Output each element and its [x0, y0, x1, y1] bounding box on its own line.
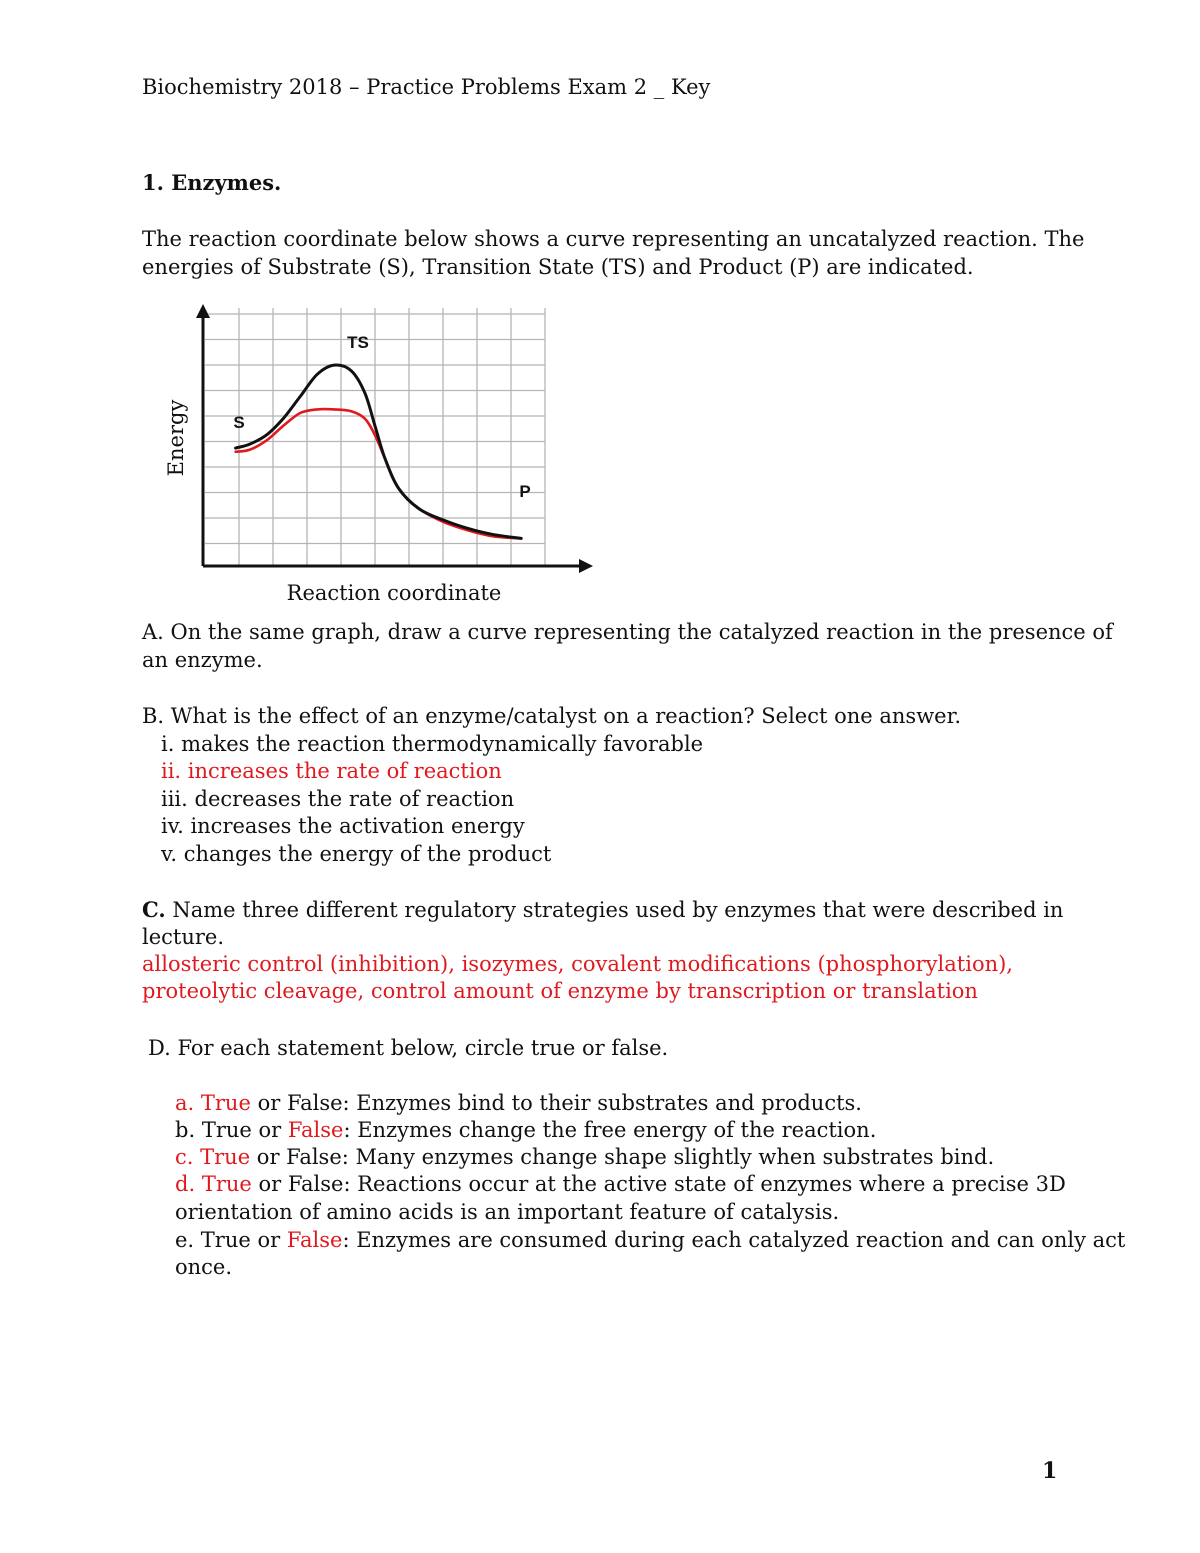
question-c-prompt-line-2: lecture.	[142, 925, 225, 949]
statement-b-or: or	[251, 1118, 288, 1142]
statement-c-true: True	[200, 1145, 251, 1169]
statement-b	[175, 1117, 876, 1144]
annotation-ts: TS	[347, 333, 369, 352]
statement-b-true: True	[201, 1118, 252, 1142]
statement-e-false: False	[286, 1228, 343, 1252]
statement-c-text: : Many enzymes change shape slightly when substrates bind.	[341, 1145, 995, 1169]
section-number: 1.	[142, 170, 164, 195]
statement-d-or: or	[251, 1172, 288, 1196]
statement-d-letter: d.	[175, 1172, 196, 1196]
x-axis-arrowhead	[579, 559, 593, 573]
statement-c-or: or	[250, 1145, 287, 1169]
annotation-p: P	[519, 482, 531, 501]
question-b-option-5: v. changes the energy of the product	[161, 842, 552, 866]
question-d-prompt: D. For each statement below, circle true or false.	[148, 1036, 669, 1060]
y-axis-label: Energy	[164, 399, 188, 477]
section-heading	[142, 169, 281, 196]
statement-a-or: or	[250, 1091, 287, 1115]
statement-e-line-2: once.	[175, 1255, 233, 1279]
intro-line-1: The reaction coordinate below shows a curve representing an uncatalyzed reaction. The	[142, 227, 1085, 251]
question-c-prompt-text: Name three different regulatory strategies used by enzymes that were described in	[165, 898, 1064, 922]
statement-e-or: or	[250, 1228, 287, 1252]
question-b-option-4: iv. increases the activation energy	[161, 814, 525, 838]
statement-b-false: False	[287, 1118, 344, 1142]
statement-e-true: True	[200, 1228, 251, 1252]
page-header: Biochemistry 2018 – Practice Problems Exam 2 _ Key	[142, 75, 711, 99]
question-a-line-2: an enzyme.	[142, 648, 263, 672]
statement-e-text: : Enzymes are consumed during each catalyzed reaction and can only act	[342, 1228, 1126, 1252]
reaction-coordinate-chart	[150, 298, 600, 614]
annotation-s: S	[233, 413, 245, 432]
statement-e-letter: e.	[175, 1228, 195, 1252]
section-title: Enzymes.	[171, 170, 282, 195]
question-c-answer-line-1: allosteric control (inhibition), isozymes, covalent modifications (phosphorylation),	[142, 952, 1013, 976]
statement-a-true: True	[200, 1091, 251, 1115]
statement-d-true: True	[201, 1172, 252, 1196]
statement-a	[175, 1090, 862, 1117]
statement-a-text: : Enzymes bind to their substrates and products.	[342, 1091, 862, 1115]
intro-line-2: energies of Substrate (S), Transition State (TS) and Product (P) are indicated.	[142, 255, 974, 279]
statement-d-line-2: orientation of amino acids is an important feature of catalysis.	[175, 1200, 840, 1224]
question-b-prompt: B. What is the effect of an enzyme/catalyst on a reaction? Select one answer.	[142, 704, 962, 728]
question-c-prompt	[142, 896, 1063, 924]
question-c-answer-line-2: proteolytic cleavage, control amount of enzyme by transcription or translation	[142, 979, 978, 1003]
statement-d-false: False	[287, 1172, 344, 1196]
question-b-option-2-answer: ii. increases the rate of reaction	[161, 759, 502, 783]
question-b-option-1: i. makes the reaction thermodynamically favorable	[161, 732, 704, 756]
page-number: 1	[1042, 1458, 1058, 1484]
statement-a-letter: a.	[175, 1091, 195, 1115]
statement-d-text: : Reactions occur at the active state of enzymes where a precise 3D	[343, 1172, 1066, 1196]
statement-b-letter: b.	[175, 1118, 196, 1142]
statement-c-letter: c.	[175, 1145, 194, 1169]
chart-svg	[150, 298, 600, 610]
statement-c	[175, 1144, 994, 1171]
y-axis-arrowhead	[196, 304, 210, 318]
question-b-option-3: iii. decreases the rate of reaction	[161, 787, 515, 811]
catalyzed-curve	[236, 409, 522, 538]
statement-b-text: : Enzymes change the free energy of the reaction.	[343, 1118, 877, 1142]
statement-c-false: False	[286, 1145, 342, 1169]
statement-a-false: False	[286, 1091, 343, 1115]
statement-e	[175, 1227, 1125, 1254]
statement-d	[175, 1171, 1066, 1198]
question-c-label: C.	[142, 897, 166, 922]
question-a-line-1: A. On the same graph, draw a curve representing the catalyzed reaction in the presence of	[142, 620, 1113, 644]
x-axis-label: Reaction coordinate	[286, 581, 502, 605]
